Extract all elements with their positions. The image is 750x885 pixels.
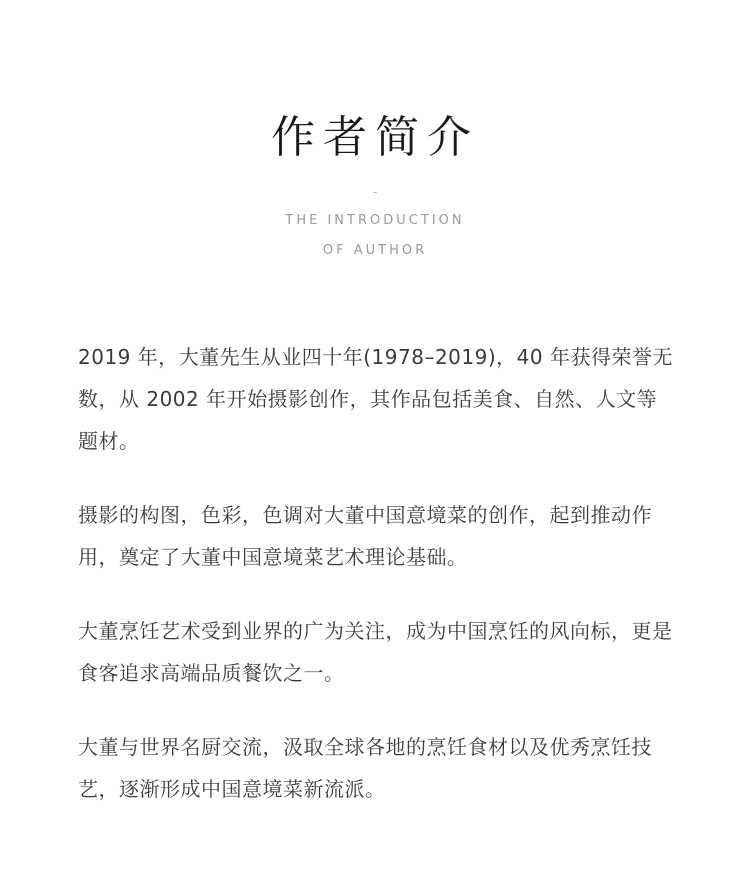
- paragraph-reputation: 大董烹饪艺术受到业界的广为关注，成为中国烹饪的风向标，更是食客追求高端品质餐饮之一。: [78, 619, 673, 685]
- paragraph-career: 2019 年，大董先生从业四十年(1978–2019)，40 年获得荣誉无数，从 2002 年开始摄影创作，其作品包括美食、自然、人文等题材。: [78, 345, 673, 453]
- author-intro-body: [78, 336, 674, 842]
- title-separator: -: [372, 185, 378, 199]
- paragraph-photography: 摄影的构图，色彩，色调对大董中国意境菜的创作，起到推动作用，奠定了大董中国意境菜艺术理论基础。: [78, 503, 652, 569]
- subtitle-line-1: THE INTRODUCTION: [285, 213, 465, 228]
- page-title: 作者简介: [271, 112, 479, 163]
- subtitle-line-2: OF AUTHOR: [322, 243, 428, 258]
- paragraph-exchange: 大董与世界名厨交流，汲取全球各地的烹饪食材以及优秀烹饪技艺，逐渐形成中国意境菜新流派。: [78, 735, 652, 801]
